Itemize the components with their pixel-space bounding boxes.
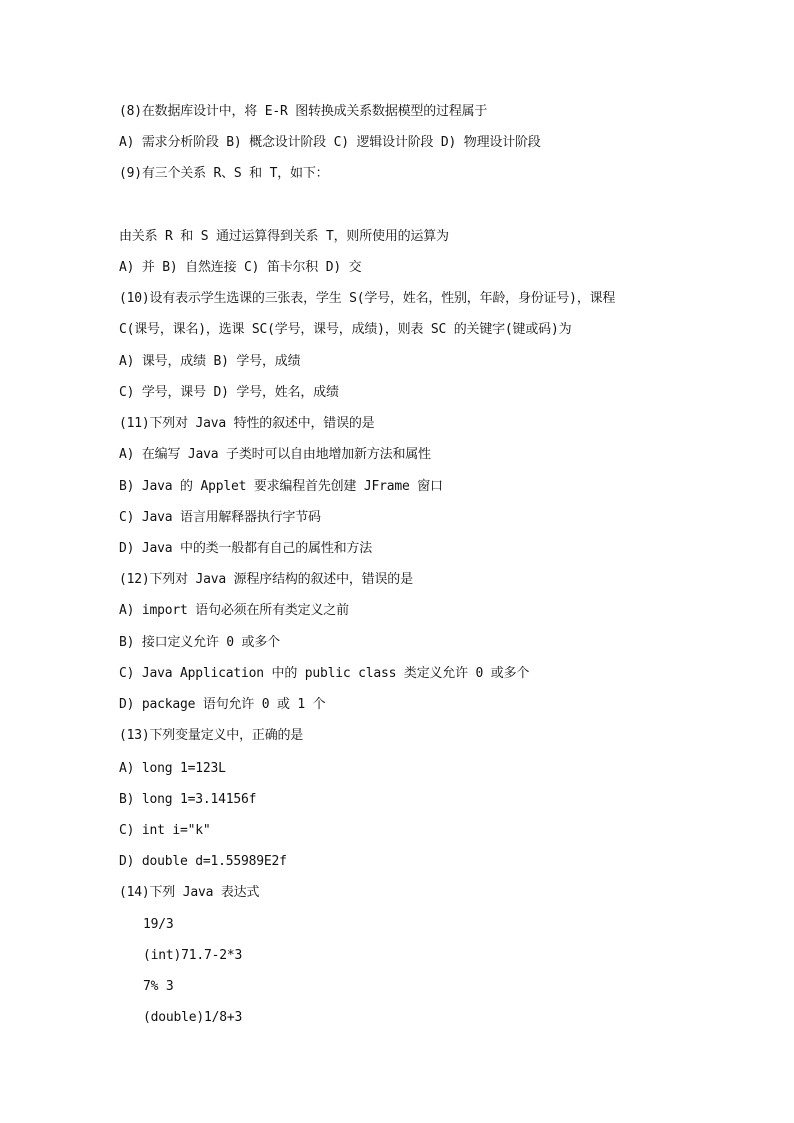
question-13-option-c: C) int i="k" bbox=[119, 823, 211, 838]
question-11-text: (11)下列对 Java 特性的叙述中，错误的是 bbox=[119, 416, 375, 431]
question-13-text: (13)下列变量定义中，正确的是 bbox=[119, 728, 304, 743]
question-9-continuation: 由关系 R 和 S 通过运算得到关系 T，则所使用的运算为 bbox=[119, 229, 449, 244]
question-9-options: A) 并 B) 自然连接 C) 笛卡尔积 D) 交 bbox=[119, 260, 362, 275]
question-13-option-a: A) long 1=123L bbox=[119, 761, 226, 776]
question-12-option-a: A) import 语句必须在所有类定义之前 bbox=[119, 603, 349, 618]
question-12-option-d: D) package 语句允许 0 或 1 个 bbox=[119, 697, 326, 712]
question-11-option-a: A) 在编写 Java 子类时可以自由地增加新方法和属性 bbox=[119, 447, 431, 462]
question-8-text: (8)在数据库设计中，将 E-R 图转换成关系数据模型的过程属于 bbox=[119, 104, 488, 119]
question-10-text: (10)设有表示学生选课的三张表，学生 S(学号，姓名，性别，年龄，身份证号)，课程 bbox=[119, 291, 616, 306]
question-14-text: (14)下列 Java 表达式 bbox=[119, 885, 260, 900]
question-10-options-ab: A) 课号，成绩 B) 学号，成绩 bbox=[119, 354, 301, 369]
question-11-option-b: B) Java 的 Applet 要求编程首先创建 JFrame 窗口 bbox=[119, 479, 443, 494]
question-12-option-b: B) 接口定义允许 0 或多个 bbox=[119, 635, 280, 650]
question-9-text: (9)有三个关系 R、S 和 T，如下： bbox=[119, 166, 329, 181]
question-10-options-cd: C) 学号，课号 D) 学号，姓名，成绩 bbox=[119, 385, 339, 400]
question-13-option-b: B) long 1=3.14156f bbox=[119, 792, 257, 807]
question-12-option-c: C) Java Application 中的 public class 类定义允许 0 或多个 bbox=[119, 666, 530, 681]
question-11-option-c: C) Java 语言用解释器执行字节码 bbox=[119, 510, 321, 525]
question-10-text-continued: C(课号，课名)，选课 SC(学号，课号，成绩)，则表 SC 的关键字(键或码)为 bbox=[119, 322, 572, 337]
question-8-options: A) 需求分析阶段 B) 概念设计阶段 C) 逻辑设计阶段 D) 物理设计阶段 bbox=[119, 135, 541, 150]
question-12-text: (12)下列对 Java 源程序结构的叙述中，错误的是 bbox=[119, 572, 413, 587]
question-13-option-d: D) double d=1.55989E2f bbox=[119, 854, 287, 869]
expression-3: 7% 3 bbox=[143, 979, 174, 994]
expression-2: (int)71.7-2*3 bbox=[143, 948, 243, 963]
expression-1: 19/3 bbox=[143, 917, 174, 932]
question-11-option-d: D) Java 中的类一般都有自己的属性和方法 bbox=[119, 541, 373, 556]
expression-4: (double)1/8+3 bbox=[143, 1010, 243, 1025]
